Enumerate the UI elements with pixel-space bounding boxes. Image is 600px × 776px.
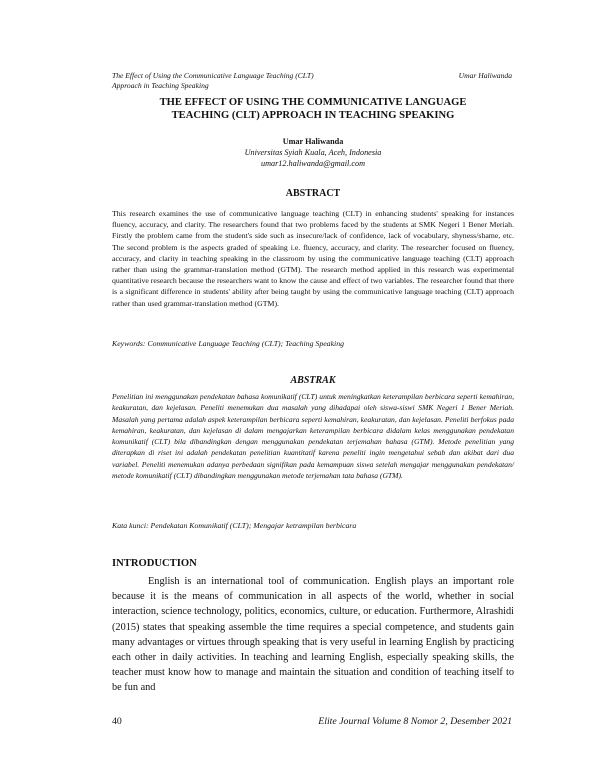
abstrak-keywords: Kata kunci: Pendekatan Komunikatif (CLT); Mengajar ketrampilan berbicara [112,521,357,530]
abstract-heading: ABSTRACT [285,188,341,199]
author-email: umar12.haliwanda@gmail.com [261,158,365,168]
running-title-line-2: Approach in Teaching Speaking [112,81,209,90]
paper-title-line-2: TEACHING (CLT) APPROACH IN TEACHING SPEAKING [171,110,455,121]
author-affiliation-block [112,148,514,169]
running-author: Umar Haliwanda [458,71,512,80]
author-affiliation: Universitas Syiah Kuala, Aceh, Indonesia [244,148,382,157]
introduction-body: English is an international tool of communication. English plays an important role because it is the means of communication in all aspects of the world, whether in social interaction, science technology, politics, economics, culture, or education. Furthermore, Alrashidi (2015) states that speaking assemble the time requires a special competence, and students gain many advantages or virtues through speaking that is very useful in learning English by practicing each other in daily activities. In teaching and learning English, especially speaking skills, the teacher must know how to manage and maintain the situation and condition of teaching itself to be fun and [112,576,514,694]
abstrak-heading: ABSTRAK [290,375,336,386]
running-title-line-1: The Effect of Using the Communicative Language Teaching (CLT) [112,71,314,80]
paper-title [112,96,514,122]
abstrak-body: Penelitian ini menggunakan pendekatan bahasa komunikatif (CLT) untuk meningkatkan keterampilan berbicara seperti kemahiran, keakuratan, dan kejelasan. Peneliti menemukan dua masalah yang dihadapai oleh siswa-siswi SMK Negeri 1 Bener Meriah. Masalah yang pertama adalah aspek keterampilan berbicara seperti kemahiran, keakuratan, dan kejelasan. Peneliti berfokus pada kemahiran, keakuratan, dan kejelasan di dalam mengajarkan keterampilan berbicara didalam kelas menggunakan pendekatan komunikatif (CLT) bila dibandingkan dengan menggunakan pendekatan terjemahan bahasa (GTM). Metode penelitian yang diterapkan di riset ini adalah pendekatan penelitian kuantitatif karena peneliti ingin mengetahui sebab dan akibat dari dua variabel. Peneliti menemukan adanya perbedaan signifikan pada kemampuan siswa setelah mengajar menggunakan pendekatan/ metode komunikatif (CLT) dibandingkan menggunakan metode terjemahan tata bahasa (GTM). [112,392,514,481]
running-title [112,71,372,91]
journal-footer: Elite Journal Volume 8 Nomor 2, Desember 2021 [318,716,512,727]
introduction-heading: INTRODUCTION [112,558,197,569]
page-number: 40 [112,716,122,727]
abstract-keywords: Keywords: Communicative Language Teaching (CLT); Teaching Speaking [112,339,345,348]
author-name: Umar Haliwanda [282,137,344,146]
paper-title-line-1: THE EFFECT OF USING THE COMMUNICATIVE LANGUAGE [159,97,467,108]
abstract-body: This research examines the use of communicative language teaching (CLT) in enhancing students' speaking for instances fluency, accuracy, and clarity. The researchers found that two problems faced by the students at SMK Negeri 1 Bener Meriah. Firstly the problem came from the student's side such as insecure/lack of confidence, lack of vocabulary, shyness/shame, etc. The second problem is the aspects graded of speaking i.e. fluency, accuracy, and clarity. The researcher focused on fluency, accuracy, and clarity in teaching speaking in the classroom by using the communicative language teaching (CLT) approach rather than using the grammar-translation method (GTM). The research method applied in this research was experimental quantitative research because the researchers want to know the cause and effect of two variables. The researcher found that there is a significant difference in students' ability after being taught by using the communicative language teaching (CLT) approach rather than used grammar-translation method (GTM). [112,209,514,308]
